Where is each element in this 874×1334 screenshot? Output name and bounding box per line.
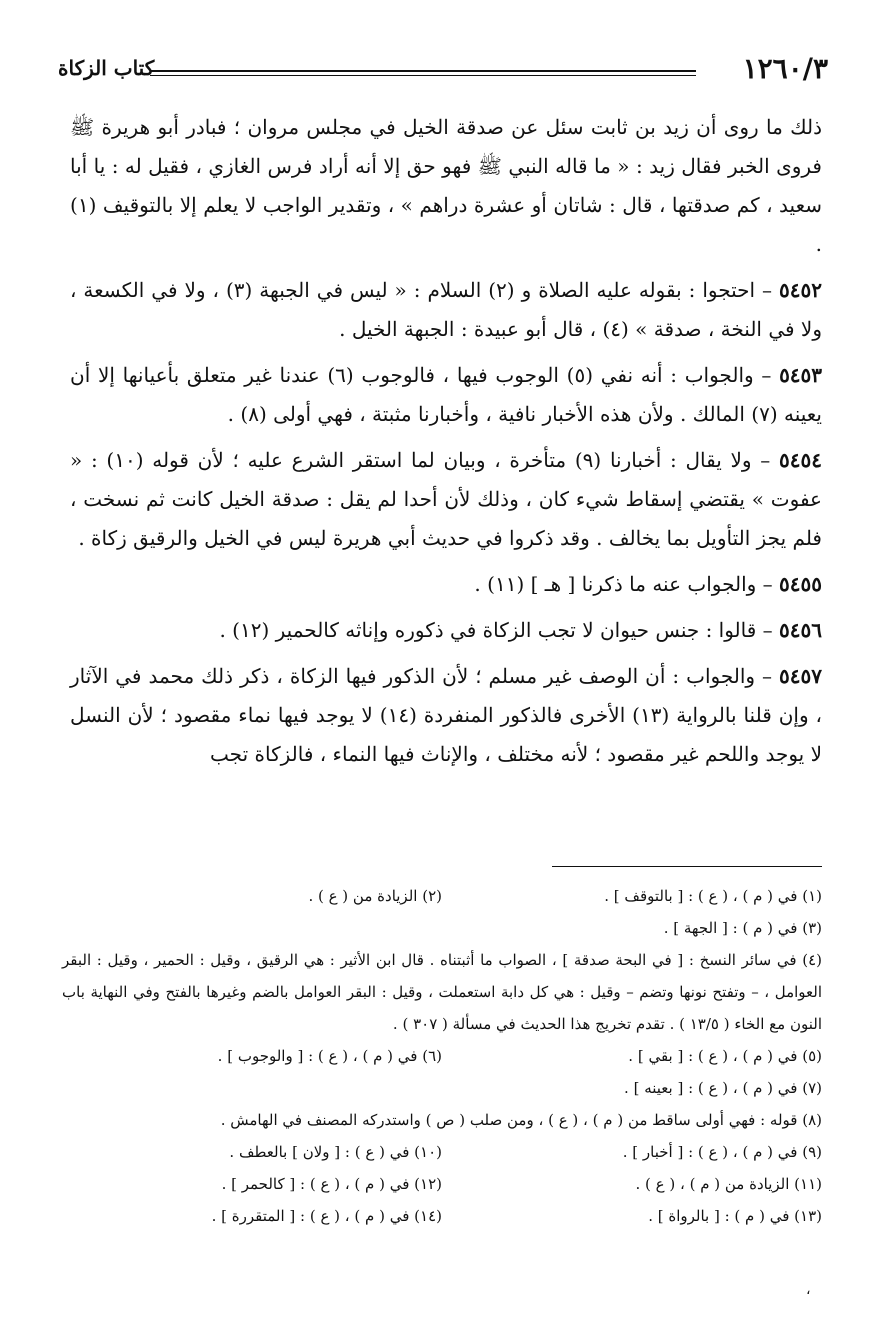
header-rule (150, 70, 696, 76)
paragraph (70, 108, 822, 264)
footnote-10: (١٠) في ( ع ) : [ ولان ] بالعطف . (229, 1143, 442, 1161)
paragraph-text: – ولا يقال : أخبارنا (٩) متأخرة ، وبيان لما استقر الشرع عليه ؛ لأن قوله (١٠) : « عفوت » يقتضي إسقاط شيء كان ، وذلك لأن أحدا لم يقل : صدقة الخيل كانت ثم نسخت ، فلم يجز التأويل بما يخالف . وقد ذكروا في حديث أبي هريرة ليس في الخيل والرقيق زكاة . (70, 448, 822, 550)
footnote-row (62, 944, 822, 1040)
issue-number: ٥٤٥٦ (779, 618, 822, 642)
paragraph-text: ذلك ما روى أن زيد بن ثابت سئل عن صدقة الخيل في مجلس مروان ؛ فبادر أبو هريرة ﷺ فروى الخبر فقال زيد : « ما قاله النبي ﷺ فهو حق إلا أنه أراد فرس الغازي ، فقيل له : يا أبا سعيد ، كم صدقتها ، قال : شاتان أو عشرة دراهم » ، وتقدير الواجب لا يعلم إلا بالتوقيف (١) . (70, 115, 822, 256)
footnote-row (62, 1072, 822, 1104)
issue-number: ٥٤٥٣ (779, 363, 823, 387)
page-number: ١٢٦٠/٣ (742, 52, 828, 85)
paragraph-text: – والجواب : أن الوصف غير مسلم ؛ لأن الذكور فيها الزكاة ، ذكر ذلك محمد في الآثار ، وإن قلنا بالرواية (١٣) الأخرى فالذكور المنفردة (١٤) لا يوجد فيها نماء مقصود ؛ لأن النسل لا يوجد واللحم غير مقصود ؛ لأنه مختلف ، والإناث فيها النماء ، فالزكاة تجب (70, 664, 823, 766)
footnote-14: (١٤) في ( م ) ، ( ع ) : [ المتقررة ] . (211, 1207, 442, 1225)
margin-mark: ، (806, 1282, 811, 1298)
paragraph-text: – احتجوا : بقوله عليه الصلاة و (٢) السلام : « ليس في الجبهة (٣) ، ولا في الكسعة ، ولا في النخة ، صدقة » (٤) ، قال أبو عبيدة : الجبهة الخيل . (70, 278, 822, 341)
footnote-3: (٣) في ( م ) : [ الجهة ] . (663, 919, 822, 937)
issue-number: ٥٤٥٥ (779, 572, 822, 596)
issue-number: ٥٤٥٢ (779, 278, 822, 302)
paragraph (70, 271, 822, 349)
paragraph (70, 356, 822, 434)
footnote-row (62, 880, 822, 912)
footnote-6: (٦) في ( م ) ، ( ع ) : [ والوجوب ] . (217, 1047, 442, 1065)
issue-number: ٥٤٥٧ (779, 664, 822, 688)
footnote-row (62, 1104, 822, 1136)
footnote-5: (٥) في ( م ) ، ( ع ) : [ بقي ] . (628, 1047, 822, 1065)
footnote-1: (١) في ( م ) ، ( ع ) : [ بالتوقف ] . (604, 887, 822, 905)
paragraph (70, 657, 822, 774)
footnote-separator (552, 866, 822, 867)
main-text (70, 108, 822, 781)
footnote-row (62, 1136, 822, 1168)
footnote-row (62, 1200, 822, 1232)
footnote-13: (١٣) في ( م ) : [ بالرواة ] . (648, 1207, 822, 1225)
footnote-9: (٩) في ( م ) ، ( ع ) : [ أخبار ] . (622, 1143, 822, 1161)
footnote-row (62, 1040, 822, 1072)
page-header (58, 52, 828, 92)
paragraph (70, 611, 822, 650)
paragraph-text: – قالوا : جنس حيوان لا تجب الزكاة في ذكوره وإناثه كالحمير (١٢) . (219, 618, 773, 642)
footnote-4: (٤) في سائر النسخ : [ في البحة صدقة ] ، الصواب ما أثبتناه . قال ابن الأثير : هي الرقيق ، وقيل : الحمير ، وقيل : البقر العوامل ، – وتفتح نونها وتضم – وقيل : هي كل دابة استعملت ، وقيل : البقر العوامل بالضم وغيرها بالفتح وفي النهاية باب النون مع الخاء ( ١٣/٥ ) . تقدم تخريج هذا الحديث في مسألة ( ٣٠٧ ) . (62, 951, 822, 1033)
footnotes (62, 880, 822, 1232)
footnote-2: (٢) الزيادة من ( ع ) . (308, 887, 442, 905)
paragraph (70, 441, 822, 558)
running-title: كتاب الزكاة (58, 56, 155, 80)
footnote-8: (٨) قوله : فهي أولى ساقط من ( م ) ، ( ع ) ، ومن صلب ( ص ) واستدركه المصنف في الهامش . (220, 1111, 822, 1129)
paragraph (70, 565, 822, 604)
issue-number: ٥٤٥٤ (779, 448, 823, 472)
footnote-row (62, 912, 822, 944)
footnote-11: (١١) الزيادة من ( م ) ، ( ع ) . (635, 1175, 822, 1193)
paragraph-text: – والجواب عنه ما ذكرنا [ هـ ] (١١) . (474, 572, 773, 596)
footnote-12: (١٢) في ( م ) ، ( ع ) : [ كالحمر ] . (221, 1175, 442, 1193)
footnote-7: (٧) في ( م ) ، ( ع ) : [ بعينه ] . (624, 1079, 822, 1097)
footnote-row (62, 1168, 822, 1200)
paragraph-text: – والجواب : أنه نفي (٥) الوجوب فيها ، فالوجوب (٦) عندنا غير متعلق بأعيانها إلا أن يعينه (٧) المالك . ولأن هذه الأخبار نافية ، وأخبارنا مثبتة ، فهي أولى (٨) . (70, 363, 822, 426)
